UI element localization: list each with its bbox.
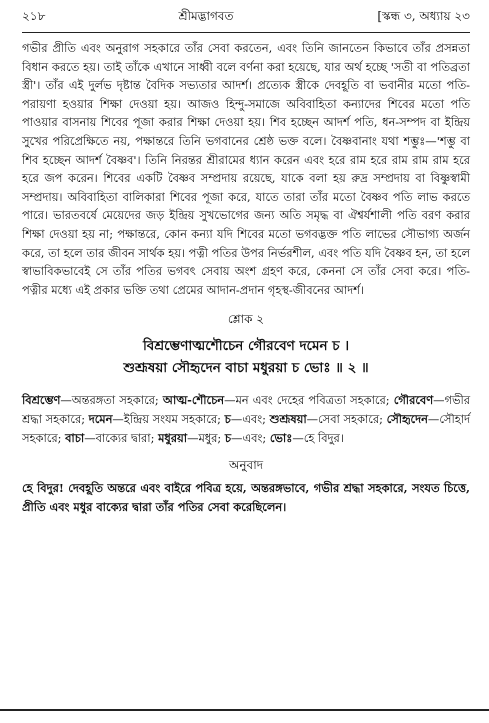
synonym-term: আত্ম-শৌচেন (162, 393, 225, 408)
synonym-meaning: —সেবা সহকারে; (306, 411, 387, 426)
synonym-term: সৌহৃদেন (386, 411, 428, 426)
verse-line-1: বিশ্রম্ভেণাত্মশৌচেন গৌরবেণ দমেন চ । (142, 338, 350, 355)
synonym-meaning: —এবং; (230, 411, 270, 426)
synonym-meaning: —ইন্দ্রিয় সংযম সহকারে; (112, 411, 225, 426)
synonym-meaning: —হে বিদুর। (292, 430, 344, 445)
synonym-term: চ (224, 430, 232, 445)
translation-text: হে বিদুর! দেবহূতি অন্তরে এবং বাইরে পবিত্র হয়ে, অন্তরঙ্গভাবে, গভীর শ্রদ্ধা সহকারে, সংযত চিত্তে, প্রীতি এবং মধুর বাক্যের দ্বারা তাঁর পতির সেবা করেছিলেন। (22, 481, 470, 515)
page-number: ২১৮ (22, 9, 46, 23)
purport-paragraph: গভীর প্রীতি এবং অনুরাগ সহকারে তাঁর সেবা করতেন, এবং তিনি জানতেন কিভাবে তাঁর প্রসন্নতা বিধান করতে হয়। তাই তাঁকে এখানে সাধ্বী বলে বর্ণনা করা হয়েছে, যার অর্থ হচ্ছে 'সতী বা পতিব্রতা স্ত্রী'। তাঁর এই দুর্লভ দৃষ্টান্ত বৈদিক সভ্যতার আদর্শ। প্রত্যেক স্ত্রীকে দেবহূতি বা ভবানীর মতো পতি-পরায়ণা হওয়ার শিক্ষা দেওয়া হয়। আজও হিন্দু-সমাজে অবিবাহিতা কন্যাদের শিবের মতো পতি পাওয়ার বাসনায় শিবের পূজা করার শিক্ষা দেওয়া হয়। শিব হচ্ছেন আদর্শ পতি, ধন-সম্পদ বা ইন্দ্রিয় সুখের পরিপ্রেক্ষিতে নয়, পক্ষান্তরে তিনি ভগবানের শ্রেষ্ঠ ভক্ত বলে। বৈষ্ণবানাং যথা শম্ভুঃ—'শম্ভু বা শিব হচ্ছেন আদর্শ বৈষ্ণব'। তিনি নিরন্তর শ্রীরামের ধ্যান করেন এবং হরে রাম হরে রাম রাম রাম হরে হরে জপ করেন। শিবের একটি বৈষ্ণব সম্প্রদায় রয়েছে, যাকে বলা হয় রুদ্র সম্প্রদায় বা বিষ্ণুস্বামী সম্প্রদায়। অবিবাহিতা বালিকারা শিবের পূজা করে, যাতে তারা তাঁর মতো বৈষ্ণব পতি লাভ করতে পারে। ভারতবর্ষে মেয়েদের জড় ইন্দ্রিয় সুখভোগের জন্য অতি সমৃদ্ধ বা ঐশ্বর্যশালী পতি বরণ করার শিক্ষা দেওয়া হয় না; পক্ষান্তরে, কোন কন্যা যদি শিবের মতো ভগবদ্ভক্ত পতি লাভের সৌভাগ্য অর্জন করে, তা হলে তার জীবন সার্থক হয়। পত্নী পতির উপর নির্ভরশীল, এবং পতি যদি বৈষ্ণব হন, তা হলে স্বাভাবিকভাবেই সে তাঁর পতির ভগবৎ সেবায় অংশ গ্রহণ করে, কেননা সে তাঁর সেবা করে। পতি-পত্নীর মধ্যে এই প্রকার ভক্তি তথা প্রেমের আদান-প্রদান গৃহস্থ-জীবনের আদর্শ। (22, 41, 470, 297)
bottom-rule (0, 709, 489, 711)
synonym-meaning: —এবং; (231, 430, 270, 445)
synonym-term: বাচা (65, 430, 85, 445)
page-header (22, 8, 470, 32)
synonym-term: বিশ্রম্ভেণ (22, 393, 61, 408)
synonym-meaning: —অন্তরঙ্গতা সহকারে; (60, 393, 163, 408)
synonym-meaning: —বাক্যের দ্বারা; (84, 430, 159, 445)
synonym-term: ভোঃ (269, 430, 293, 445)
synonym-meaning: —সৌহার্দ সহকারে; (22, 411, 470, 445)
verse-line-2: শুশ্রূষয়া সৌহৃদেন বাচা মধুরয়া চ ভোঃ ॥ ২ ॥ (123, 360, 369, 377)
book-title: শ্রীমদ্ভাগবত (178, 9, 234, 23)
synonyms (22, 391, 470, 447)
synonym-term: মধুরয়া (158, 430, 188, 445)
header-rule (22, 32, 470, 33)
synonym-term: দমেন (88, 411, 113, 426)
synonym-meaning: —মন এবং দেহের পবিত্রতা সহকারে; (224, 393, 394, 408)
document-page (22, 8, 470, 517)
synonym-term: শুশ্রূষয়া (269, 411, 307, 426)
synonym-term: চ (224, 411, 231, 426)
translation-heading: অনুবাদ (228, 458, 264, 473)
verse-heading: শ্লোক ২ (227, 312, 265, 327)
synonym-meaning: —গভীর শ্রদ্ধা সহকারে; (22, 393, 471, 426)
section-reference: [স্কন্ধ ৩, অধ্যায় ২৩ (377, 9, 470, 23)
synonym-term: গৌরবেণ (393, 393, 434, 408)
synonym-meaning: —মধুর; (187, 430, 225, 445)
